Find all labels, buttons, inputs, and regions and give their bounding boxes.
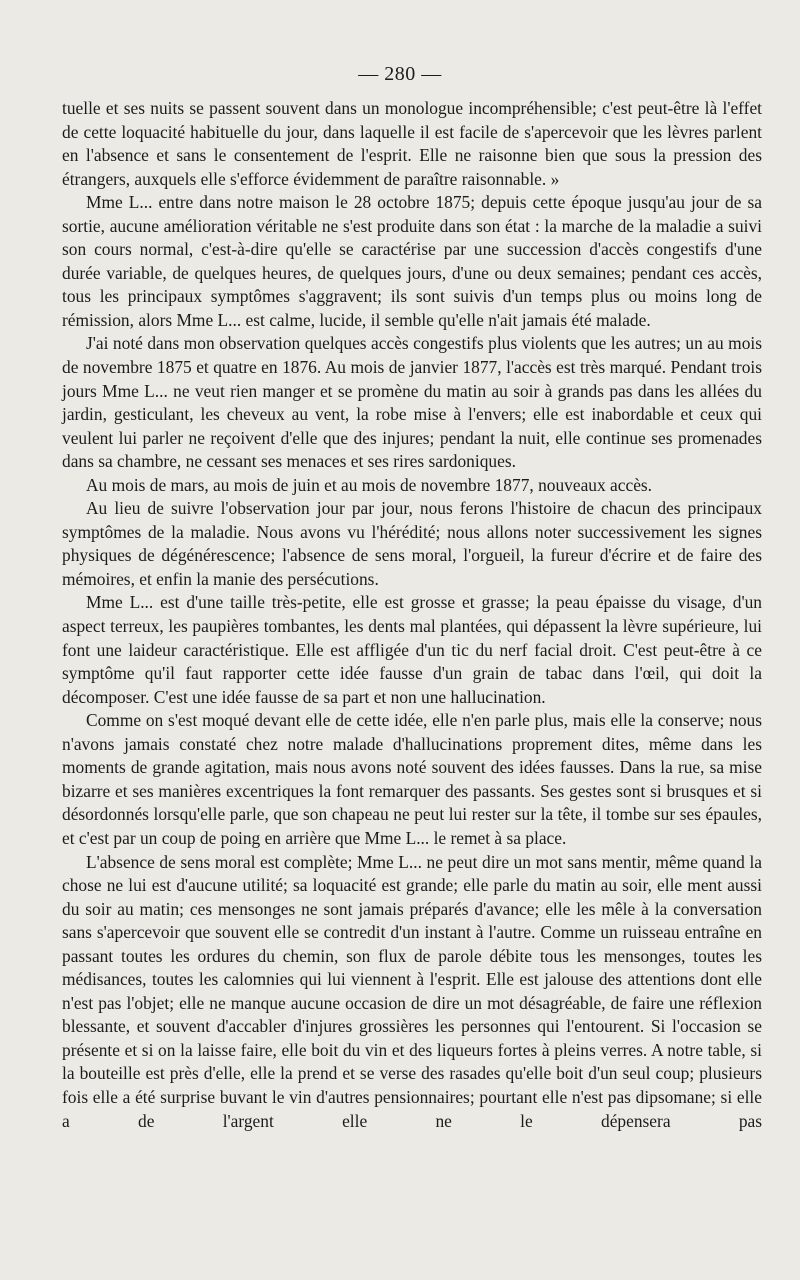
paragraph: Au lieu de suivre l'observation jour par jour, nous ferons l'histoire de chacun des principaux symptômes de la maladie. Nous avons vu l'hérédité; nous allons noter successivement les signes physiques de dégénérescence; l'absence de sens moral, l'orgueil, la fureur d'écrire et de faire des mémoires, et enfin la manie des persécutions. <box>62 498 762 589</box>
paragraph: Mme L... est d'une taille très-petite, elle est grosse et grasse; la peau épaisse du visage, d'un aspect terreux, les paupières tombantes, les dents mal plantées, qui dépassent la lèvre supérieure, lui font une laideur caractéristique. Elle est affligée d'un tic du nerf facial droit. C'est peut-être à ce symptôme qu'il faut rapporter cette idée fausse d'un grain de tabac dans l'œil, qui doit la décomposer. C'est une idée fausse de sa part et non une hallucination. <box>62 592 762 707</box>
paragraph: L'absence de sens moral est complète; Mme L... ne peut dire un mot sans mentir, même quand la chose ne lui est d'aucune utilité; sa loquacité est grande; elle parle du matin au soir, elle ment aussi du soir au matin; ces mensonges ne sont jamais préparés d'avance; elle les mêle à la conversation sans s'apercevoir que souvent elle se contredit d'un instant à l'autre. Comme un ruisseau entraîne en passant toutes les ordures du chemin, son flux de parole débite tous les mensonges, toutes les médisances, toutes les calomnies qui lui viennent à l'esprit. Elle est jalouse des attentions dont elle n'est pas l'objet; elle ne manque aucune occasion de dire un mot désagréable, de faire une réflexion blessante, et souvent d'accabler d'injures grossières les personnes qui l'entourent. Si l'occasion se présente et si on la laisse faire, elle boit du vin et des liqueurs fortes à pleins verres. A notre table, si la bouteille est près d'elle, elle la prend et se verse des rasades qu'elle boit d'un seul coup; plusieurs fois elle a été surprise buvant le vin d'autres pensionnaires; pourtant elle n'est pas dipsomane; si elle a de l'argent elle ne le dépensera pas <box>62 851 762 1131</box>
paragraph: Mme L... entre dans notre maison le 28 octobre 1875; depuis cette époque jusqu'au jour de sa sortie, aucune amélioration véritable ne s'est produite dans son état : la marche de la maladie a suivi son cours normal, c'est-à-dire qu'elle se caractérise par une succession d'accès congestifs d'une durée variable, de quelques heures, de quelques jours, d'une ou deux semaines; pendant ces accès, tous les principaux symptômes s'aggravent; ils sont suivis d'un temps plus ou moins long de rémission, alors Mme L... est calme, lucide, il semble qu'elle n'ait jamais été malade. <box>62 192 762 330</box>
paragraph-continuation: tuelle et ses nuits se passent souvent dans un monologue incompréhensible; c'est peut-être là l'effet de cette loquacité habituelle du jour, dans laquelle il est facile de s'apercevoir que les lèvres parlent en l'absence et sans le consentement de l'esprit. Elle ne raisonne bien que sous la pression des étrangers, auxquels elle s'efforce évidemment de paraître raisonnable. » <box>62 98 762 189</box>
page-number: — 280 — <box>358 63 442 85</box>
body-text <box>62 97 762 1133</box>
paragraph: J'ai noté dans mon observation quelques accès congestifs plus violents que les autres; un au mois de novembre 1875 et quatre en 1876. Au mois de janvier 1877, l'accès est très marqué. Pendant trois jours Mme L... ne veut rien manger et se promène du matin au soir à grands pas dans les allées du jardin, gesticulant, les cheveux au vent, la robe mise à l'envers; elle est inabordable et ceux qui veulent lui parler ne reçoivent d'elle que des injures; pendant la nuit, elle continue ses promenades dans sa chambre, ne cessant ses menaces et ses rires sardoniques. <box>62 333 762 472</box>
paragraph: Comme on s'est moqué devant elle de cette idée, elle n'en parle plus, mais elle la conserve; nous n'avons jamais constaté chez notre malade d'hallucinations proprement dites, même dans les moments de grande agitation, mais nous avons noté souvent des idées fausses. Dans la rue, sa mise bizarre et ses manières excentriques la font remarquer des passants. Ses gestes sont si brusques et si désordonnés lorsqu'elle parle, que son chapeau ne peut lui rester sur la tête, il tombe sur ses épaules, et c'est par un coup de poing en arrière que Mme L... le remet à sa place. <box>62 710 762 848</box>
paragraph: Au mois de mars, au mois de juin et au mois de novembre 1877, nouveaux accès. <box>86 474 653 495</box>
